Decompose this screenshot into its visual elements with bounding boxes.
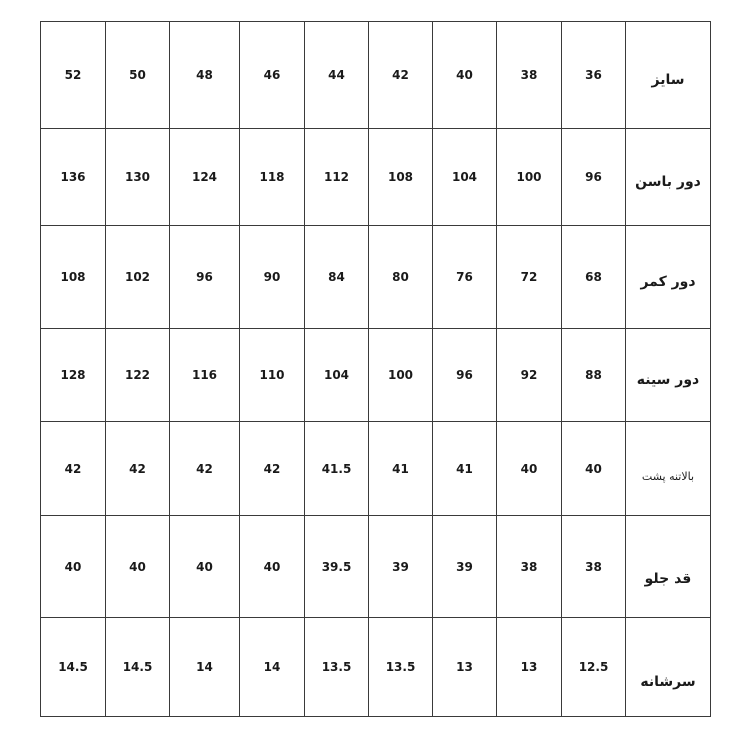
cell-waist-52: 108 [41,226,106,329]
cell-size-44: 44 [305,22,369,129]
table-row-back-length [41,422,711,516]
cell-chest-42: 100 [369,329,433,422]
cell-shoulder-36: 12.5 [562,618,626,717]
cell-back-40: 41 [433,422,497,516]
cell-waist-42: 80 [369,226,433,329]
cell-front-42: 39 [369,516,433,618]
table-row-size [41,22,711,129]
table-row-hip [41,129,711,226]
table-row-front-length [41,516,711,618]
cell-shoulder-40: 13 [433,618,497,717]
cell-chest-50: 122 [106,329,170,422]
cell-waist-46: 90 [240,226,305,329]
cell-back-42: 41 [369,422,433,516]
cell-front-48: 40 [170,516,240,618]
cell-hip-50: 130 [106,129,170,226]
cell-chest-46: 110 [240,329,305,422]
cell-hip-46: 118 [240,129,305,226]
cell-chest-44: 104 [305,329,369,422]
cell-shoulder-38: 13 [497,618,562,717]
cell-chest-52: 128 [41,329,106,422]
cell-size-52: 52 [41,22,106,129]
row-label-front-length: قد جلو [626,516,711,618]
row-label-chest: دور سینه [626,329,711,422]
table-row-shoulder [41,618,711,717]
row-label-back-length: بالاتنه پشت [626,422,711,516]
cell-front-36: 38 [562,516,626,618]
cell-size-42: 42 [369,22,433,129]
table-row-chest [41,329,711,422]
cell-back-48: 42 [170,422,240,516]
row-label-waist: دور کمر [626,226,711,329]
cell-shoulder-48: 14 [170,618,240,717]
cell-size-36: 36 [562,22,626,129]
cell-chest-36: 88 [562,329,626,422]
cell-shoulder-52: 14.5 [41,618,106,717]
table-row-waist [41,226,711,329]
row-label-hip: دور باسن [626,129,711,226]
cell-back-52: 42 [41,422,106,516]
cell-hip-44: 112 [305,129,369,226]
cell-waist-44: 84 [305,226,369,329]
cell-hip-42: 108 [369,129,433,226]
cell-back-38: 40 [497,422,562,516]
cell-shoulder-46: 14 [240,618,305,717]
cell-front-52: 40 [41,516,106,618]
cell-shoulder-44: 13.5 [305,618,369,717]
cell-chest-40: 96 [433,329,497,422]
cell-hip-52: 136 [41,129,106,226]
cell-size-40: 40 [433,22,497,129]
row-label-size: سایز [626,22,711,129]
cell-back-50: 42 [106,422,170,516]
cell-shoulder-42: 13.5 [369,618,433,717]
cell-waist-50: 102 [106,226,170,329]
cell-waist-40: 76 [433,226,497,329]
cell-size-48: 48 [170,22,240,129]
cell-back-36: 40 [562,422,626,516]
cell-waist-48: 96 [170,226,240,329]
cell-shoulder-50: 14.5 [106,618,170,717]
cell-size-46: 46 [240,22,305,129]
cell-hip-36: 96 [562,129,626,226]
cell-back-44: 41.5 [305,422,369,516]
cell-chest-48: 116 [170,329,240,422]
cell-waist-38: 72 [497,226,562,329]
cell-front-40: 39 [433,516,497,618]
cell-hip-48: 124 [170,129,240,226]
cell-hip-40: 104 [433,129,497,226]
size-chart-table [40,21,711,717]
cell-chest-38: 92 [497,329,562,422]
cell-front-38: 38 [497,516,562,618]
cell-front-44: 39.5 [305,516,369,618]
row-label-shoulder: سرشانه [626,618,711,717]
cell-size-38: 38 [497,22,562,129]
cell-front-50: 40 [106,516,170,618]
cell-back-46: 42 [240,422,305,516]
cell-waist-36: 68 [562,226,626,329]
cell-hip-38: 100 [497,129,562,226]
cell-front-46: 40 [240,516,305,618]
cell-size-50: 50 [106,22,170,129]
